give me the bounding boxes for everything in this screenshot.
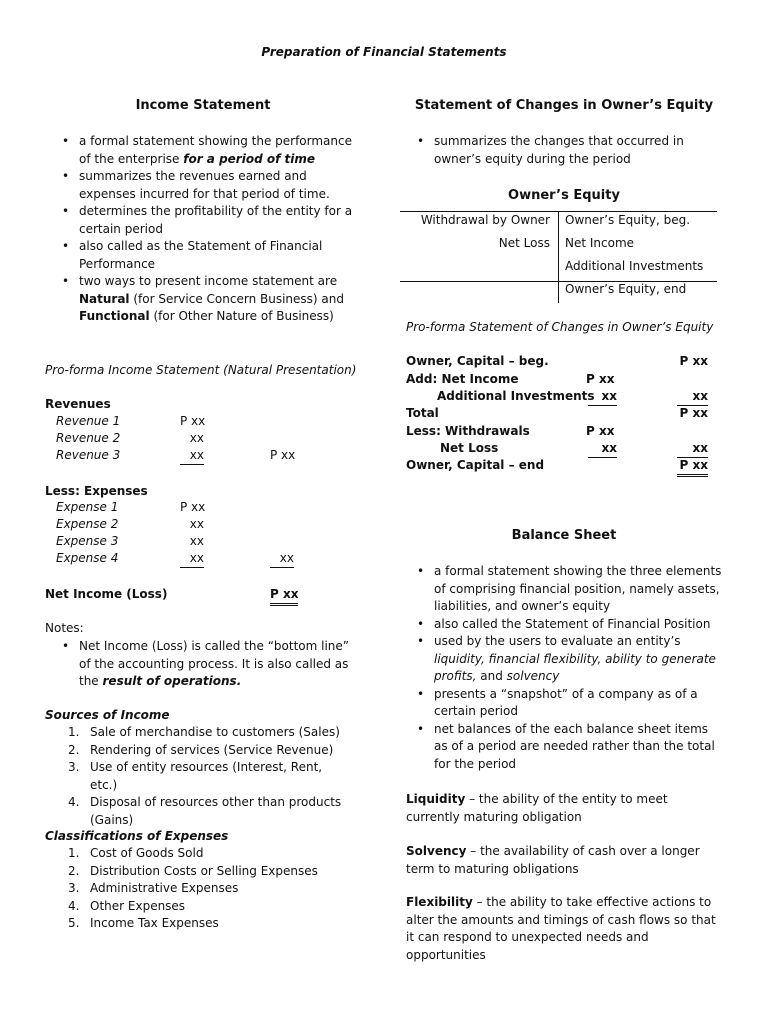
- changes-row-mid: xx: [588, 440, 617, 458]
- bullet-item: • presents a “snapshot” of a company as of a certain period: [408, 686, 723, 721]
- changes-row-label: Less: Withdrawals: [406, 424, 530, 438]
- list-item: 2. Rendering of services (Service Revenue): [68, 742, 334, 757]
- changes-row-label: Owner, Capital – end: [406, 458, 545, 472]
- expense-name: Expense 1: [56, 500, 119, 514]
- list-item: 1. Cost of Goods Sold: [68, 846, 204, 860]
- classifications-heading: Classifications of Expenses: [45, 829, 229, 843]
- changes-row-right: P xx: [679, 354, 708, 368]
- bullet-item: • two ways to present income statement are Natural (for Service Concern Business) and Functional (for Other Nature of Business): [53, 273, 358, 326]
- expense-amount: P xx: [180, 500, 206, 514]
- definition-flexibility: Flexibility – the ability to take effective actions to alter the amounts and timings of cash flows so that it can respond to unexpected needs and opportunities: [406, 895, 716, 962]
- t-account-debit: Net Loss: [498, 236, 550, 250]
- changes-row-mid: P xx: [586, 372, 615, 386]
- list-item: 4. Other Expenses: [68, 898, 186, 913]
- notes-list: [53, 638, 358, 691]
- revenue-amount: xx: [189, 431, 204, 445]
- expense-amount: xx: [189, 517, 204, 531]
- revenue-name: Revenue 3: [56, 448, 121, 462]
- expense-name: Expense 3: [56, 534, 119, 548]
- list-item: 1. Sale of merchandise to customers (Sales): [68, 725, 340, 739]
- income-statement-bullets: [53, 133, 358, 326]
- list-item: 4. Disposal of resources other than products (Gains): [68, 795, 342, 827]
- changes-row-right: P xx: [677, 457, 708, 477]
- page-title: Preparation of Financial Statements: [261, 45, 507, 59]
- revenue-amount: xx: [180, 447, 204, 465]
- bullet-item: • summarizes the revenues earned and expenses incurred for that period of time.: [53, 168, 358, 203]
- expenses-label: Less: Expenses: [45, 484, 148, 498]
- revenue-total: P xx: [270, 448, 296, 462]
- changes-row-mid: P xx: [586, 424, 615, 438]
- expense-total: xx: [270, 550, 294, 568]
- t-account-ending: Owner’s Equity, end: [565, 282, 687, 296]
- bullet-item: • a formal statement showing the performance of the enterprise for a period of time: [53, 133, 358, 168]
- expense-amount: xx: [180, 550, 204, 568]
- changes-row-right: xx: [677, 440, 708, 458]
- bullet-item: • net balances of the each balance sheet items as of a period are needed rather than the total for the period: [408, 721, 723, 774]
- revenue-amount: P xx: [180, 414, 206, 428]
- bullet-item: • summarizes the changes that occurred in owner’s equity during the period: [408, 133, 718, 168]
- changes-row-label: Additional Investments: [437, 389, 595, 403]
- changes-row-label: Owner, Capital – beg.: [406, 354, 549, 368]
- changes-equity-heading: Statement of Changes in Owner’s Equity: [414, 98, 714, 113]
- sources-list: [45, 724, 345, 829]
- classifications-list: [45, 845, 345, 933]
- balance-sheet-heading: Balance Sheet: [511, 528, 617, 543]
- t-account-center-rule: [558, 211, 559, 303]
- list-item: 3. Administrative Expenses: [68, 881, 239, 895]
- changes-row-label: Net Loss: [440, 441, 499, 455]
- proforma-changes-caption: Pro-forma Statement of Changes in Owner’s Equity: [406, 320, 714, 334]
- net-income-label: Net Income (Loss): [45, 587, 168, 601]
- t-account-debit: Withdrawal by Owner: [420, 213, 550, 227]
- definition-liquidity: Liquidity – the ability of the entity to meet currently maturing obligation: [406, 792, 668, 824]
- changes-equity-bullets: [408, 133, 718, 168]
- balance-sheet-bullets: [408, 563, 723, 773]
- revenue-name: Revenue 2: [56, 431, 121, 445]
- changes-row-right: xx: [677, 388, 708, 406]
- changes-row-label: Total: [406, 406, 439, 420]
- expense-name: Expense 2: [56, 517, 119, 531]
- list-item: 2. Distribution Costs or Selling Expenses: [68, 863, 318, 878]
- changes-row-label: Add: Net Income: [406, 372, 519, 386]
- list-item: 5. Income Tax Expenses: [68, 916, 219, 930]
- t-account-credit: Net Income: [565, 236, 635, 250]
- bullet-item: • determines the profitability of the entity for a certain period: [53, 203, 358, 238]
- bullet-item: • a formal statement showing the three elements of comprising financial position, namely assets, liabilities, and owner’s equity: [408, 563, 723, 616]
- income-statement-heading: Income Statement: [135, 98, 271, 113]
- net-income-value: P xx: [270, 586, 298, 606]
- t-account-credit: Owner’s Equity, beg.: [565, 213, 691, 227]
- revenue-name: Revenue 1: [56, 414, 121, 428]
- proforma-income-caption: Pro-forma Income Statement (Natural Presentation): [45, 363, 357, 377]
- notes-label: Notes:: [45, 621, 84, 635]
- expense-amount: xx: [189, 534, 204, 548]
- changes-row-right: P xx: [679, 406, 708, 420]
- definition-solvency: Solvency – the availability of cash over a longer term to maturing obligations: [406, 844, 700, 876]
- bullet-item: • Net Income (Loss) is called the “bottom line” of the accounting process. It is also called as the result of operations.: [53, 638, 358, 691]
- sources-heading: Sources of Income: [45, 708, 170, 722]
- bullet-item: • also called as the Statement of Financial Performance: [53, 238, 358, 273]
- expense-name: Expense 4: [56, 551, 119, 565]
- t-account-credit: Additional Investments: [565, 259, 704, 273]
- revenues-label: Revenues: [45, 397, 111, 411]
- list-item: 3. Use of entity resources (Interest, Rent, etc.): [68, 760, 323, 792]
- t-account-heading: Owner’s Equity: [508, 188, 620, 203]
- changes-row-mid: xx: [588, 388, 617, 406]
- bullet-item: • also called the Statement of Financial Position: [408, 616, 723, 634]
- bullet-item: • used by the users to evaluate an entity’s liquidity, financial flexibility, ability to generate profits, and solvency: [408, 633, 723, 686]
